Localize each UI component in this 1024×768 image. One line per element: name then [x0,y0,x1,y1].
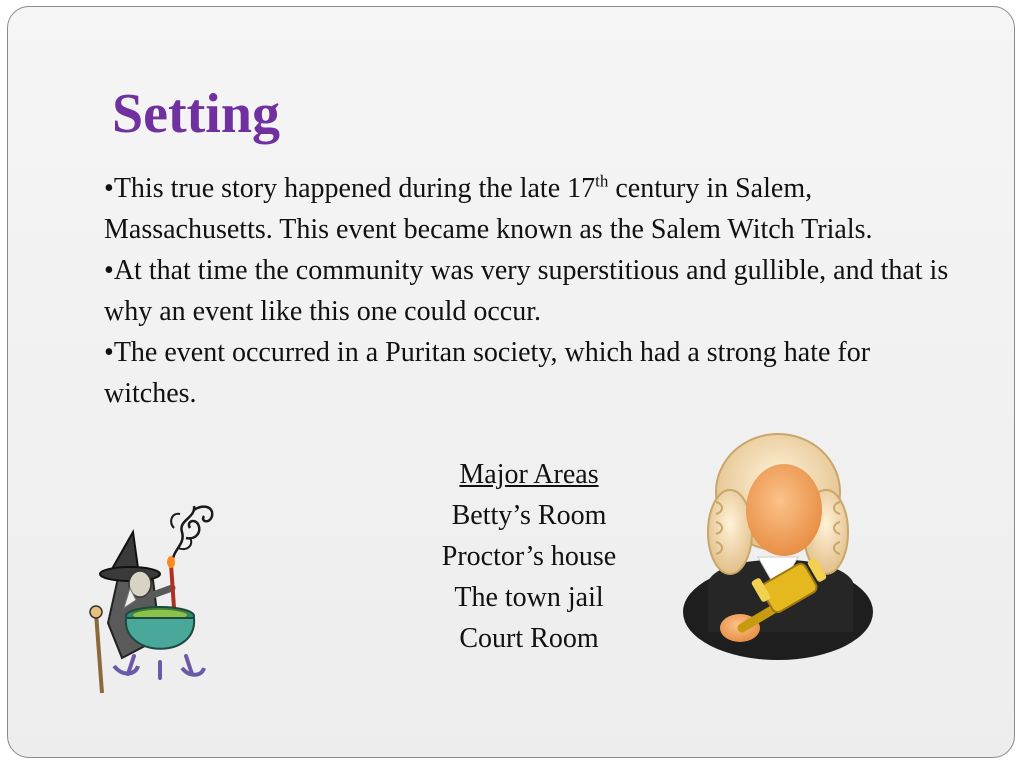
bullet-2 [104,250,964,332]
bullet-1-text-cont: century in Salem, Massachusetts. This event became known as the Salem Witch Trials. [104,173,873,245]
bullet-3-text: The event occurred in a Puritan society, which had a strong hate for witches. [104,337,871,409]
bullet-1-text: This true story happened during the late 17 [113,173,596,204]
major-areas-heading: Major Areas [459,459,599,490]
judge-clipart [678,432,878,662]
slide-title: Setting [112,83,280,145]
area-item: Betty’s Room [451,500,607,531]
area-item: Proctor’s house [441,541,617,572]
bullet-1-superscript: th [595,171,609,191]
major-areas [400,454,658,659]
area-item: Court Room [459,623,599,654]
area-item: The town jail [454,582,604,613]
bullet-marker: • [104,337,114,368]
bullet-marker: • [104,173,114,204]
bullet-marker: • [104,255,114,286]
bullet-3 [104,332,964,414]
witch-clipart [78,488,228,698]
bullet-2-text: At that time the community was very superstitious and gullible, and that is why an event like this one could occur. [104,255,949,327]
body-text [104,168,964,414]
bullet-1 [104,168,964,250]
